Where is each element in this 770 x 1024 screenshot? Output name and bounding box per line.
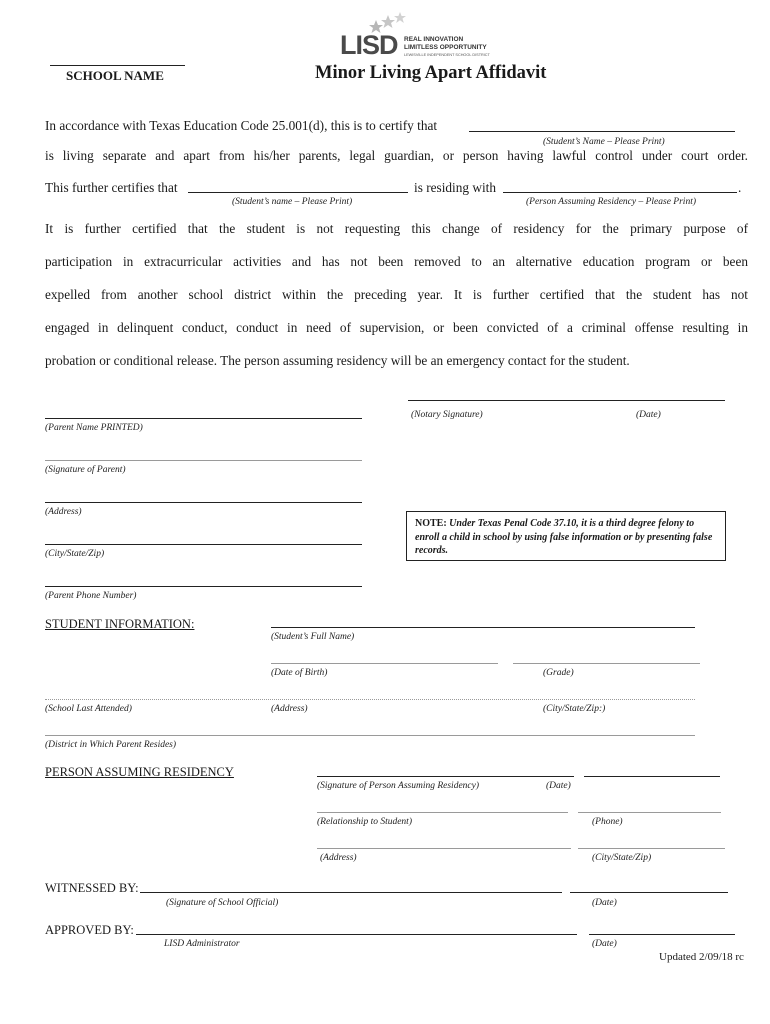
residency-city-field[interactable] — [578, 848, 725, 849]
residency-date-field[interactable] — [584, 776, 720, 777]
paragraph-line-2: participation in extracurricular activities and has not been removed to an alternative education program or been — [45, 254, 748, 269]
approved-label: APPROVED BY: — [45, 923, 134, 937]
school-last-attended-field[interactable] — [45, 699, 695, 700]
residency-address-caption: (Address) — [320, 853, 357, 863]
notary-signature-field[interactable] — [408, 400, 725, 401]
parent-name-caption: (Parent Name PRINTED) — [45, 423, 143, 433]
approval-date-caption: (Date) — [592, 939, 617, 949]
parent-address-caption: (Address) — [45, 507, 82, 517]
parent-signature-caption: (Signature of Parent) — [45, 465, 126, 475]
dob-caption: (Date of Birth) — [271, 668, 328, 678]
school-official-caption: (Signature of School Official) — [166, 898, 279, 908]
paragraph-line-4: engaged in delinquent conduct, conduct in need of supervision, or been convicted of a criminal offense resulting in — [45, 320, 748, 335]
paragraph-line-5: probation or conditional release. The person assuming residency will be an emergency contact for the student. — [45, 353, 630, 368]
district-caption: (District in Which Parent Resides) — [45, 740, 177, 750]
page-title: Minor Living Apart Affidavit — [315, 63, 547, 83]
student-info-heading: STUDENT INFORMATION: — [45, 617, 195, 631]
student-full-name-caption: (Student’s Full Name) — [271, 632, 355, 642]
residency-city-caption: (City/State/Zip) — [592, 853, 652, 863]
student-address-caption: (Address) — [271, 704, 308, 714]
school-last-caption: (School Last Attended) — [45, 704, 132, 714]
parent-city-caption: (City/State/Zip) — [45, 549, 105, 559]
certify-intro: In accordance with Texas Education Code 25.001(d), this is to certify that — [45, 118, 438, 133]
administrator-signature-field[interactable] — [136, 934, 577, 935]
residency-phone-caption: (Phone) — [592, 817, 623, 827]
student-name-field[interactable] — [469, 131, 735, 132]
parent-address-field[interactable] — [45, 502, 362, 503]
residency-date-caption: (Date) — [546, 781, 571, 791]
parent-phone-caption: (Parent Phone Number) — [45, 591, 137, 601]
certify-line-3-end: . — [738, 180, 742, 195]
school-name-label: SCHOOL NAME — [66, 68, 164, 83]
school-official-signature-field[interactable] — [140, 892, 562, 893]
witness-date-field[interactable] — [570, 892, 728, 893]
certify-line-3b: is residing with — [414, 180, 496, 195]
district-field[interactable] — [45, 735, 695, 736]
residency-address-field[interactable] — [317, 848, 571, 849]
parent-city-field[interactable] — [45, 544, 362, 545]
parent-phone-field[interactable] — [45, 586, 362, 587]
logo-district: LEWISVILLE INDEPENDENT SCHOOL DISTRICT — [404, 53, 490, 57]
paragraph-line-3: expelled from another school district within the preceding year. It is further certified that the student has not — [45, 287, 748, 302]
person-assuming-caption: (Person Assuming Residency – Please Print) — [526, 197, 696, 207]
residency-signature-field[interactable] — [317, 776, 574, 777]
lisd-logo — [340, 12, 500, 62]
legal-note-box — [406, 511, 726, 561]
parent-signature-field[interactable] — [45, 460, 362, 461]
administrator-caption: LISD Administrator — [164, 939, 240, 949]
approval-date-field[interactable] — [589, 934, 735, 935]
witness-date-caption: (Date) — [592, 898, 617, 908]
logo-tagline-1: REAL INNOVATION — [404, 36, 464, 43]
relationship-caption: (Relationship to Student) — [317, 817, 412, 827]
certify-line-2: is living separate and apart from his/her parents, legal guardian, or person having lawful control under court order. — [45, 148, 748, 163]
student-full-name-field[interactable] — [271, 627, 695, 628]
student-name-field-2[interactable] — [188, 192, 408, 193]
parent-name-field[interactable] — [45, 418, 362, 419]
dob-field[interactable] — [271, 663, 498, 664]
residency-phone-field[interactable] — [578, 812, 721, 813]
note-label: NOTE: — [415, 518, 447, 529]
grade-field[interactable] — [513, 663, 700, 664]
relationship-field[interactable] — [317, 812, 568, 813]
school-name-line[interactable] — [50, 65, 185, 66]
grade-caption: (Grade) — [543, 668, 574, 678]
student-city-caption: (City/State/Zip:) — [543, 704, 606, 714]
student-name-caption: (Student’s Name – Please Print) — [543, 137, 665, 147]
notary-date-caption: (Date) — [636, 410, 661, 420]
updated-note: Updated 2/09/18 rc — [659, 951, 744, 963]
note-text: Under Texas Penal Code 37.10, it is a third degree felony to enroll a child in school by using false information or by presenting false records. — [415, 518, 713, 556]
certify-line-1 — [45, 118, 437, 134]
student-name-caption-2: (Student’s name – Please Print) — [232, 197, 353, 207]
witnessed-label: WITNESSED BY: — [45, 881, 139, 895]
paragraph-line-1: It is further certified that the student is not requesting this change of residency for the primary purpose of — [45, 221, 748, 236]
logo-tagline-2: LIMITLESS OPPORTUNITY — [404, 44, 487, 51]
logo-wordmark: LISD — [340, 30, 398, 60]
residency-signature-caption: (Signature of Person Assuming Residency) — [317, 781, 480, 791]
certify-line-3a: This further certifies that — [45, 180, 178, 195]
notary-signature-caption: (Notary Signature) — [411, 410, 483, 420]
person-assuming-field[interactable] — [503, 192, 737, 193]
residency-heading: PERSON ASSUMING RESIDENCY — [45, 765, 234, 779]
